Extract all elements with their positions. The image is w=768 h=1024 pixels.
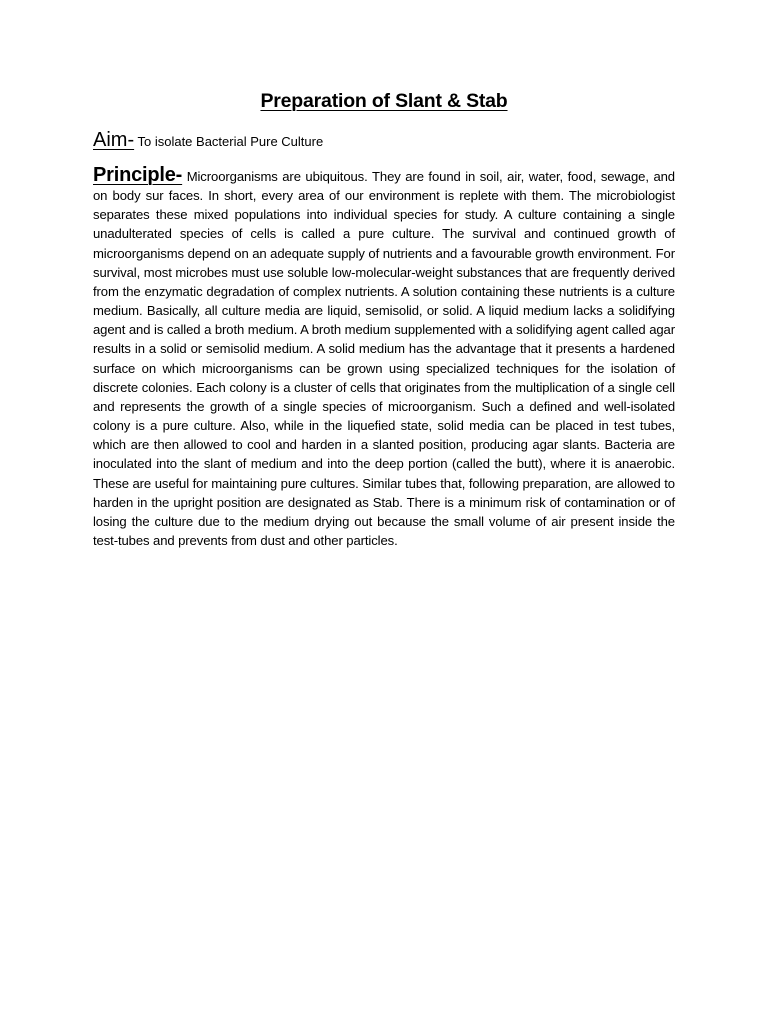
aim-label: Aim- bbox=[93, 129, 135, 151]
principle-text: Microorganisms are ubiquitous. They are found in soil, air, water, food, sewage, and on body sur faces. In short, every area of our environment is replete with them. The microbiologist separates these mixed populations into individual species for study. A culture containing a single unadulterated species of cells is called a pure culture. The survival and continued growth of microorganisms depend on an adequate supply of nutrients and a favourable growth environment. For survival, most microbes must use soluble low-molecular-weight substances that are frequently derived from the enzymatic degradation of complex nutrients. A solution containing these nutrients is a culture medium. Basically, all culture media are liquid, semisolid, or solid. A liquid medium lacks a solidifying agent and is called a broth medium. A broth medium supplemented with a solidifying agent called agar results in a solid or semisolid medium. A solid medium has the advantage that it presents a hardened surface on which microorganisms can be grown using specialized techniques for the isolation of discrete colonies. Each colony is a cluster of cells that originates from the multiplication of a single cell and represents the growth of a single species of microorganism. Such a defined and well-isolated colony is a pure culture. Also, while in the liquefied state, solid media can be placed in test tubes, which are then allowed to cool and harden in a slanted position, producing agar slants. Bacteria are inoculated into the slant of medium and into the deep portion (called the butt), where it is anaerobic. These are useful for maintaining pure cultures. Similar tubes that, following preparation, are allowed to harden in the upright position are designated as Stab. There is a minimum risk of contamination or of losing the culture due to the medium drying out because the small volume of air present inside the test-tubes and prevents from dust and other particles. bbox=[93, 169, 675, 548]
principle-section bbox=[93, 166, 675, 550]
aim-section bbox=[93, 126, 675, 156]
aim-text: To isolate Bacterial Pure Culture bbox=[134, 134, 324, 149]
document-title: Preparation of Slant & Stab bbox=[260, 90, 508, 112]
principle-label: Principle- bbox=[93, 164, 183, 186]
